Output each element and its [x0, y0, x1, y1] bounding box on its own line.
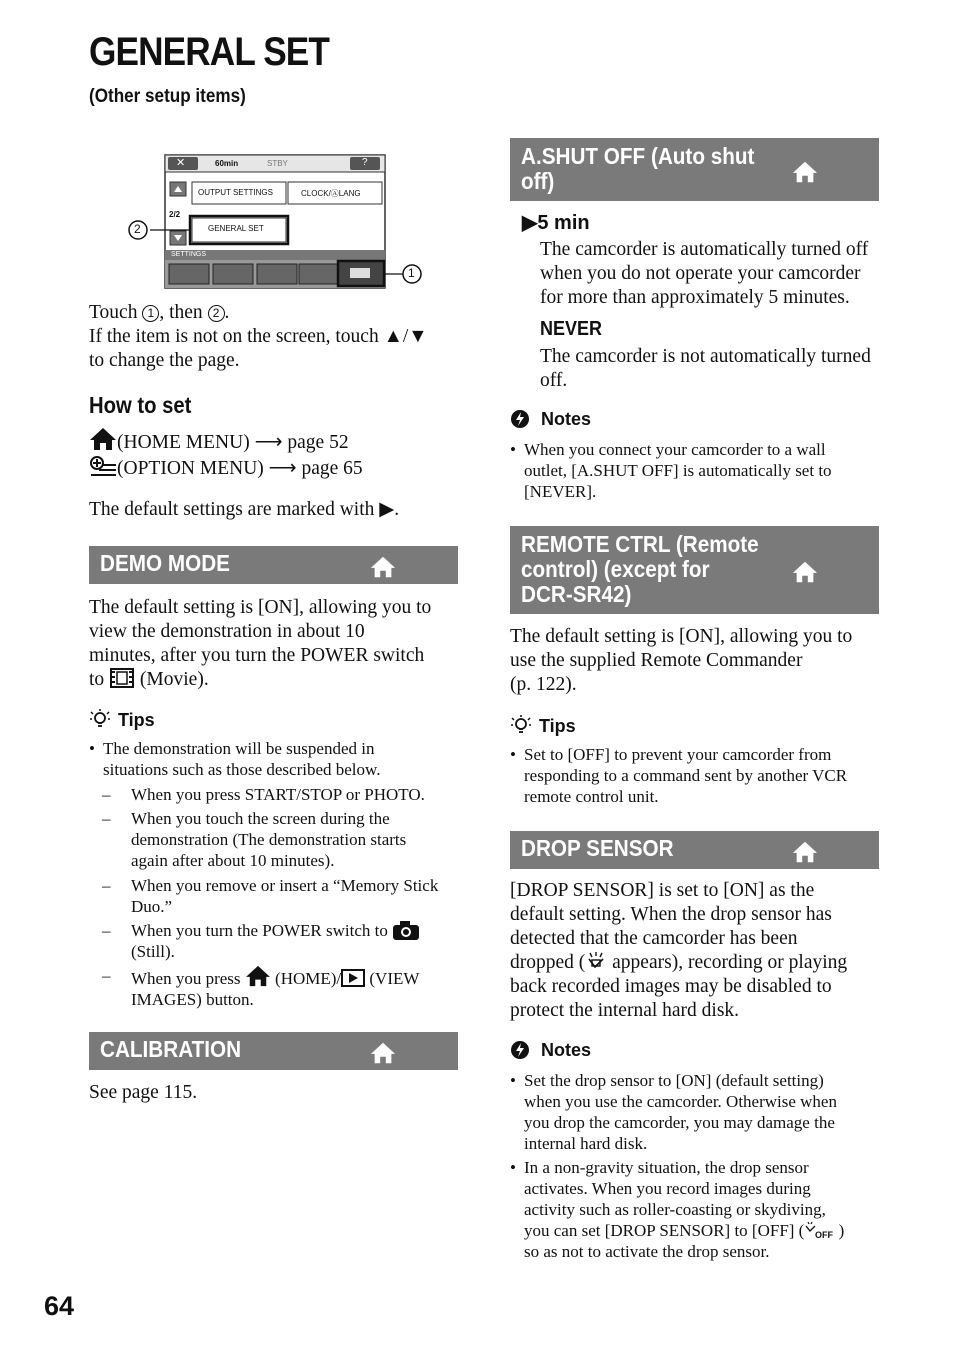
- option-menu-icon: [89, 455, 117, 477]
- screen-status: STBY: [267, 159, 288, 168]
- screen-page-indicator: 2/2: [169, 210, 181, 219]
- drop-note-item: • Set the drop sensor to [ON] (default setting) when you use the camcorder. Otherwise when you drop the camcorder, you may damage the internal hard disk.: [510, 1071, 837, 1153]
- movie-icon: [109, 668, 135, 688]
- home-icon: [245, 965, 271, 987]
- home-icon: [792, 560, 818, 584]
- home-menu-ref: (HOME MENU) ⟶ page 52: [117, 432, 349, 453]
- page-title: GENERAL SET: [89, 30, 330, 74]
- lightbulb-icon: [510, 714, 532, 736]
- intro-text: Touch 1 , then 2 . If the item is not on the screen, touch ▲/▼ to change the page.: [89, 302, 428, 371]
- home-icon: [792, 160, 818, 184]
- remote-tip-item: • Set to [OFF] to prevent your camcorder from responding to a command sent by another VCR remote control unit.: [510, 745, 848, 806]
- demo-condition-item: – When you touch the screen during the demonstration (The demonstration starts again after about 10 minutes).: [102, 809, 407, 870]
- demo-tips-heading: Tips: [89, 708, 155, 731]
- demo-mode-description: The default setting is [ON], allowing you to view the demonstration in about 10 minutes, after you turn the POWER switch to (Movie).: [89, 597, 432, 690]
- screen-settings-label: SETTINGS: [171, 251, 207, 258]
- calibration-text: See page 115.: [89, 1082, 198, 1103]
- callout-1: 1: [408, 266, 415, 280]
- drop-sensor-off-icon: [804, 1221, 834, 1239]
- drop-sensor-header: DROP SENSOR: [510, 831, 879, 869]
- demo-condition-item: – When you press (HOME)/ (VIEW IMAGES) button.: [102, 966, 420, 1009]
- home-icon: [89, 427, 117, 451]
- screen-output-settings-button[interactable]: OUTPUT SETTINGS: [198, 188, 273, 197]
- demo-tip-item: • The demonstration will be suspended in situations such as those described below.: [89, 739, 381, 779]
- how-to-set-heading: How to set: [89, 392, 192, 418]
- remote-ctrl-description: The default setting is [ON], allowing you to use the supplied Remote Commander (p. 122).: [510, 626, 853, 695]
- calibration-header: CALIBRATION: [89, 1032, 458, 1070]
- ashut-option-5min: ▶5 min: [522, 212, 590, 234]
- notes-icon: [510, 409, 530, 429]
- lcd-screen-illustration: [124, 152, 424, 292]
- drop-note-item: • In a non-gravity situation, the drop sensor activates. When you record images during activity such as roller-coasting or skydiving, you can set [DROP SENSOR] to [OFF] ( OFF ) so as not to activate the drop sensor.: [510, 1158, 845, 1261]
- notes-icon: [510, 1040, 530, 1060]
- screen-general-set-button[interactable]: GENERAL SET: [208, 224, 264, 233]
- callout-2: 2: [134, 222, 141, 236]
- view-images-icon: [341, 969, 365, 987]
- lightbulb-icon: [89, 708, 111, 730]
- ashut-off-header: A.SHUT OFF (Auto shut off): [510, 138, 879, 201]
- page-number: 64: [44, 1291, 75, 1321]
- drop-notes-heading: Notes: [510, 1040, 591, 1061]
- page-subtitle: (Other setup items): [89, 86, 246, 107]
- default-settings-note: The default settings are marked with ▶.: [89, 499, 400, 520]
- home-icon: [370, 1041, 396, 1065]
- ashut-note-item: • When you connect your camcorder to a wall outlet, [A.SHUT OFF] is automatically set to [NEVER].: [510, 440, 832, 501]
- drop-sensor-description: [DROP SENSOR] is set to [ON] as the default setting. When the drop sensor has detected that the camcorder has been dropped ( appears), recording or playing back recorded images may be disabled to protect the internal hard disk.: [510, 880, 848, 1021]
- screen-close-button[interactable]: ✕: [176, 157, 186, 169]
- screen-clock-lang-button[interactable]: CLOCK/ⒶLANG: [301, 189, 361, 198]
- ashut-notes-heading: Notes: [510, 409, 591, 430]
- remote-ctrl-header: REMOTE CTRL (Remote control) (except for DCR-SR42): [510, 526, 879, 614]
- screen-help-button[interactable]: ?: [362, 157, 368, 168]
- demo-condition-item: – When you remove or insert a “Memory Stick Duo.”: [102, 876, 439, 916]
- demo-condition-item: – When you turn the POWER switch to (Still).: [102, 920, 462, 962]
- screen-remaining-time: 60min: [215, 159, 239, 168]
- ashut-option-never-desc: The camcorder is not automatically turned off.: [540, 346, 871, 391]
- demo-condition-item: – When you press START/STOP or PHOTO.: [102, 785, 425, 804]
- remote-tips-heading: Tips: [510, 714, 576, 737]
- option-menu-ref: (OPTION MENU) ⟶ page 65: [117, 458, 363, 479]
- demo-mode-header: DEMO MODE: [89, 546, 458, 584]
- drop-sensor-icon: [585, 951, 607, 971]
- circled-number-2: 2: [208, 305, 225, 322]
- circled-number-1: 1: [142, 305, 159, 322]
- how-to-set-lines: [89, 427, 459, 481]
- svg-text:OFF: OFF: [815, 1230, 834, 1239]
- ashut-option-5min-desc: The camcorder is automatically turned off when you do not operate your camcorder for more than approximately 5 minutes.: [540, 239, 869, 308]
- camera-icon: [392, 920, 420, 940]
- home-icon: [370, 555, 396, 579]
- ashut-option-never: NEVER: [540, 318, 603, 340]
- home-icon: [792, 840, 818, 864]
